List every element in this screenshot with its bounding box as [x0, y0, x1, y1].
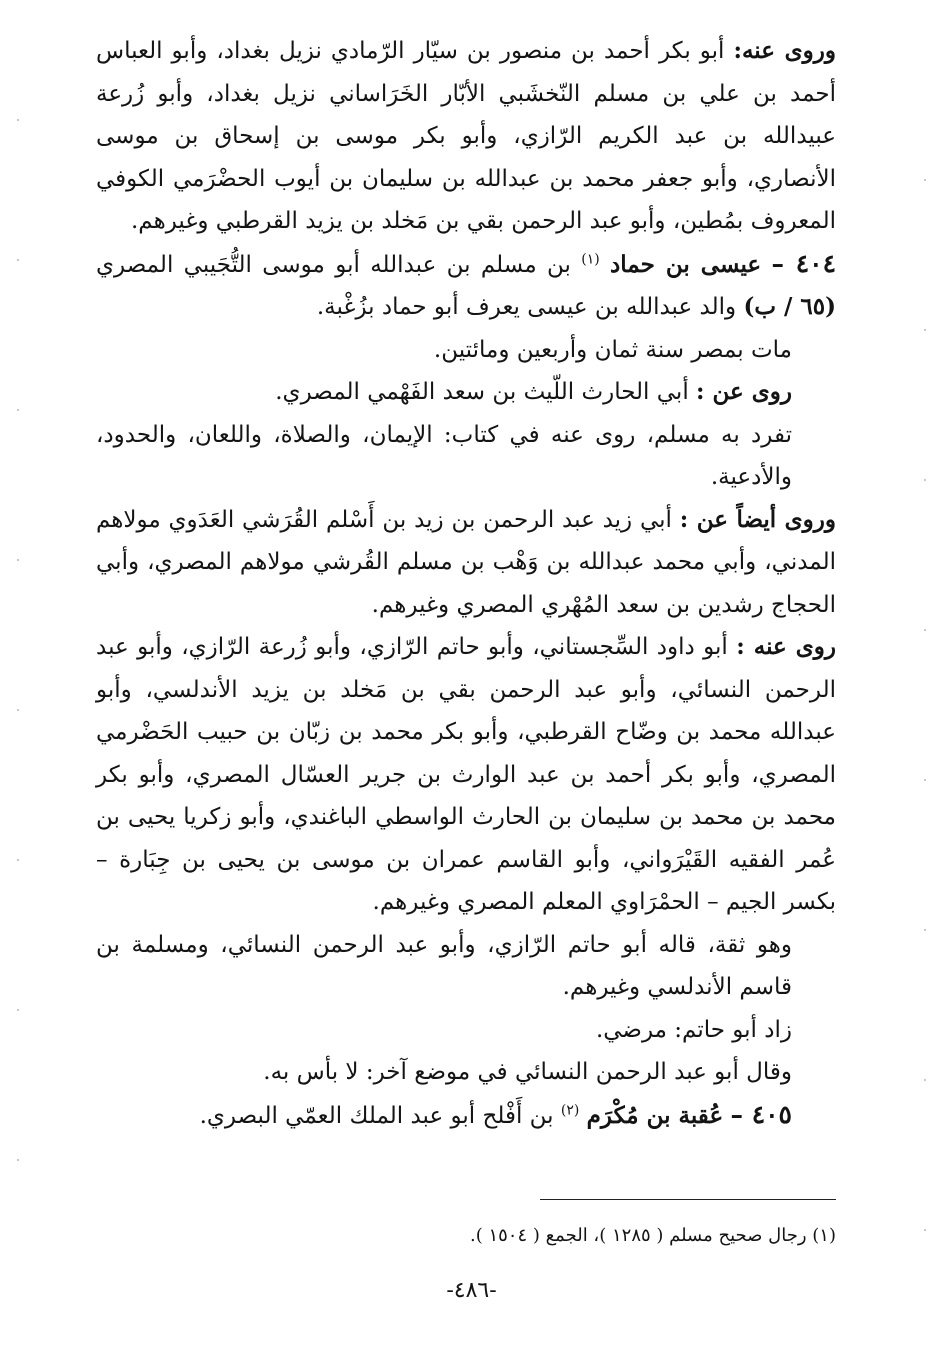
paragraph-text: أبو داود السِّجستاني، وأبو حاتم الرّازي، وأبو زُرعة الرّازي، وأبو عبد الرحمن النسائي، وأبو عبد الرحمن بقي بن مَخلد بن يزيد الأندلسي، وأبو عبدالله محمد بن وضّاح القرطبي، وأبو بكر محمد بن زبّان بن حبيب الحَضْرمي المصري، وأبو بكر أحمد بن عبد الوارث بن جرير العسّال المصري، وأبو بكر محمد بن محمد بن سليمان بن الحارث الواسطي الباغندي، وأبو زكريا يحيى بن عُمر الفقيه القَيْرَواني، وأبو القاسم عمران بن موسى بن يحيى بن جِبَارة – بكسر الجيم – الحمْرَاوي المعلم المصري وغيرهم. — [96, 634, 836, 915]
entry-404-heading — [96, 243, 836, 329]
footnote-ref: (٢) — [560, 1101, 580, 1118]
narrated-from — [96, 371, 836, 414]
folio-marker: (٦٥ / ب) — [743, 293, 836, 320]
entry-number: ٤٠٥ – — [730, 1099, 792, 1129]
section-label: روى عن : — [696, 378, 792, 405]
main-text — [96, 30, 836, 1137]
abu-hatim-note: زاد أبو حاتم: مرضي. — [595, 1016, 792, 1043]
section-label: روى عنه : — [736, 633, 837, 660]
entry-405-heading — [96, 1094, 836, 1138]
entry-lineage: بن مسلم بن عبدالله أبو موسى التُّجَيبي المصري — [96, 251, 571, 278]
unique-note: تفرد به مسلم، روى عنه في كتاب: الإيمان، والصلاة، واللعان، والحدود، والأدعية. — [96, 421, 793, 490]
nasai-note: وقال أبو عبد الرحمن النسائي في موضع آخر: لا بأس به. — [263, 1059, 792, 1085]
entry-lineage: بن أَفْلح أبو عبد الملك العمّي البصري. — [199, 1102, 554, 1129]
death-line: مات بمصر سنة ثمان وأربعين ومائتين. — [433, 336, 792, 363]
page-number: -٤٨٦- — [446, 1278, 497, 1303]
narrated-by — [96, 626, 836, 924]
paragraph-text: أبو بكر أحمد بن منصور بن سيّار الرّمادي نزيل بغداد، وأبو العباس أحمد بن علي بن مسلم النّخشَبي الأبّار الخَرَاساني نزيل بغداد، وأبو زُرعة عبيدالله بن عبد الكريم الرّازي، وأبو بكر موسى بن إسحاق بن موسى الأنصاري، وأبو جعفر محمد بن عبدالله بن سليمان بن أيوب الحضْرَمي الكوفي المعروف بمُطين، وأبو عبد الرحمن بقي بن مَخلد بن يزيد القرطبي وغيرهم. — [96, 38, 836, 234]
footnote: (١) رجال صحيح مسلم ( ١٢٨٥ )، الجمع ( ١٥٠٤ ). — [470, 1225, 836, 1246]
entry-name: عُقبة بن مُكْرَم — [586, 1101, 724, 1129]
section-label: وروى أيضاً عن : — [679, 505, 836, 533]
footnote-ref: (١) — [581, 250, 600, 267]
entry-number: ٤٠٤ – — [771, 248, 837, 278]
entry-lineage-tail: والد عبدالله بن عيسى يعرف أبو حماد بزُغْبة. — [316, 294, 737, 320]
also-narrated-from — [96, 499, 836, 627]
footnote-divider — [540, 1199, 836, 1200]
section-label: وروى عنه: — [733, 37, 836, 64]
entry-403-narrators — [96, 30, 836, 243]
paragraph-text: أبي زيد عبد الرحمن بن زيد بن أَسْلم القُرَشي العَدَوي مولاهم المدني، وأبي محمد عبدالله بن وَهْب بن مسلم القُرشي مولاهم المصري، وأبي الحجاج رشدين بن سعد المُهْري المصري وغيرهم. — [96, 506, 836, 618]
paragraph-text: أبي الحارث اللّيث بن سعد الفَهْمي المصري. — [275, 379, 689, 405]
trust-statement: وهو ثقة، قاله أبو حاتم الرّازي، وأبو عبد الرحمن النسائي، ومسلمة بن قاسم الأندلسي وغيرهم. — [96, 931, 792, 1000]
entry-name: عيسى بن حماد — [610, 250, 762, 278]
